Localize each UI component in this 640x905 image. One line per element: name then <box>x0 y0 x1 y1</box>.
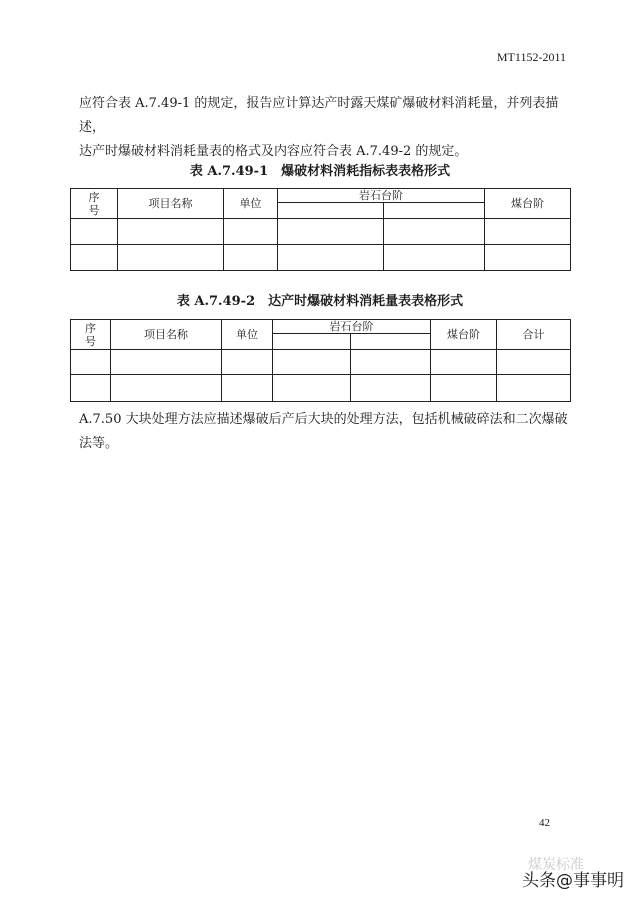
table1-caption: 表 A.7.49-1 爆破材料消耗指标表表格形式 <box>189 164 451 179</box>
header-seq: 序号 <box>71 320 111 350</box>
header-unit: 单位 <box>222 320 273 350</box>
watermark-text: 头条@事事明 <box>522 871 624 891</box>
header-item-name: 项目名称 <box>111 320 222 350</box>
header-rock-bench: 岩石台阶 <box>278 189 485 203</box>
header-total: 合计 <box>497 320 571 350</box>
sub-cell <box>384 203 485 219</box>
section-line-2: 法等。 <box>79 436 119 451</box>
table-row <box>71 375 571 402</box>
table-blasting-consumption <box>70 319 571 402</box>
standard-code: MT1152-2011 <box>496 50 566 64</box>
header-seq: 序号 <box>71 189 118 219</box>
header-unit: 单位 <box>224 189 278 219</box>
intro-paragraph <box>79 92 579 164</box>
table2-caption: 表 A.7.49-2 达产时爆破材料消耗量表表格形式 <box>176 294 464 309</box>
intro-line-1: 应符合表 A.7.49-1 的规定，报告应计算达产时露天煤矿爆破材料消耗量，并列表描述， <box>79 96 559 135</box>
header-coal-bench: 煤台阶 <box>431 320 497 350</box>
page-number: 42 <box>539 817 550 829</box>
table-blasting-index <box>70 188 571 271</box>
sub-cell <box>278 203 384 219</box>
sub-cell <box>351 334 431 350</box>
sub-cell <box>273 334 351 350</box>
intro-line-2: 达产时爆破材料消耗量表的格式及内容应符合表 A.7.49-2 的规定。 <box>79 144 468 159</box>
watermark <box>522 857 624 891</box>
table-row <box>71 219 571 245</box>
table-row <box>71 245 571 271</box>
header-rock-bench: 岩石台阶 <box>273 320 431 334</box>
table-row <box>71 350 571 375</box>
header-item-name: 项目名称 <box>118 189 224 219</box>
watermark-faint: 煤炭标准 <box>528 857 584 873</box>
header-coal-bench: 煤台阶 <box>485 189 571 219</box>
section-a750 <box>79 408 579 456</box>
section-line-1: A.7.50 大块处理方法应描述爆破后产后大块的处理方法，包括机械破碎法和二次爆破 <box>79 412 568 427</box>
